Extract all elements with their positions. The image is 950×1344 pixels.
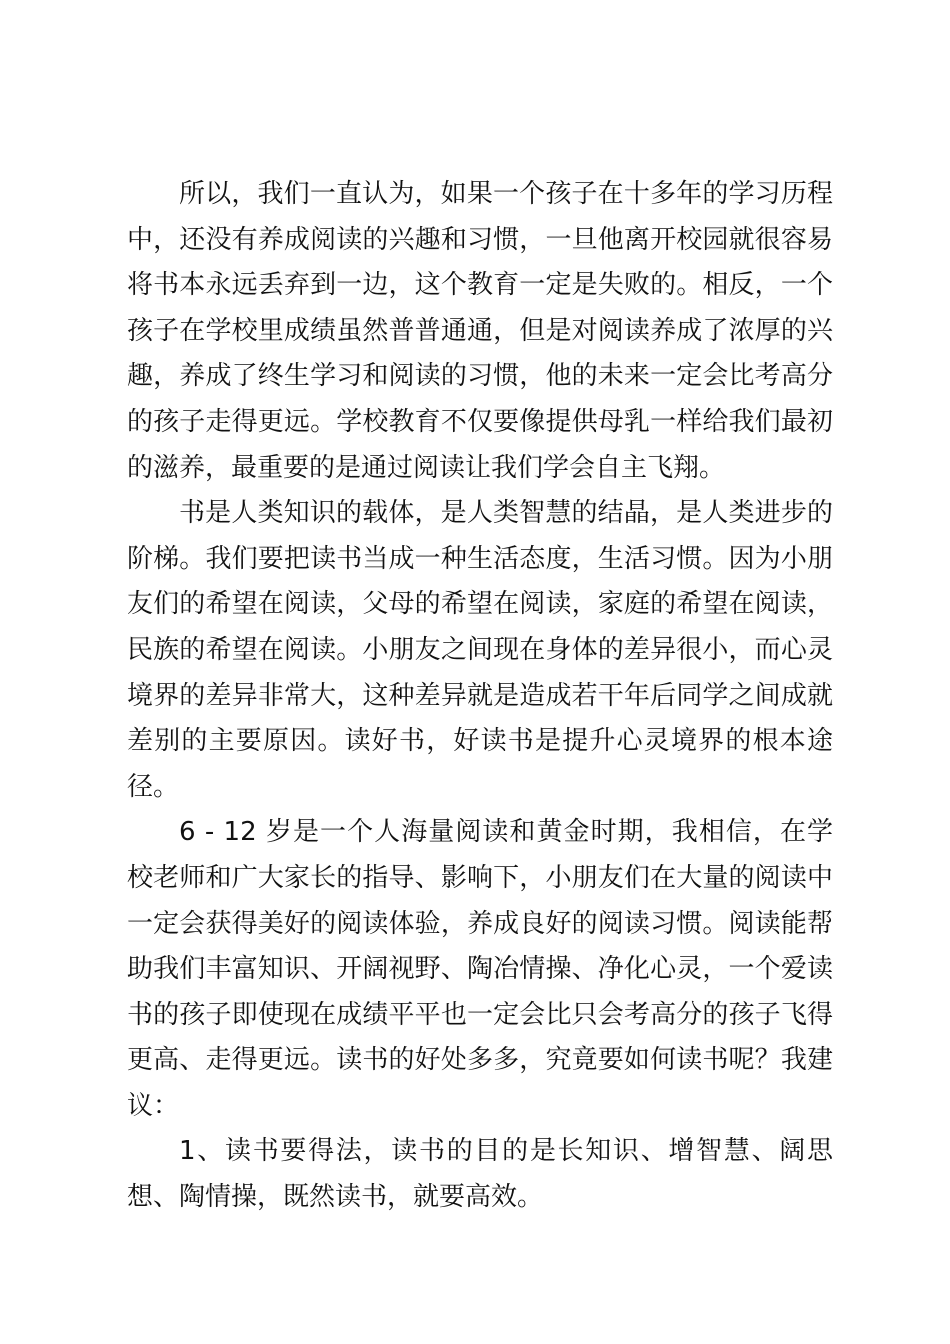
paragraph-3: 6 - 12 岁是一个人海量阅读和黄金时期，我相信，在学校老师和广大家长的指导、影响下，小朋友们在大量的阅读中一定会获得美好的阅读体验，养成良好的阅读习惯。阅读能帮助我们丰富知识、开阔视野、陶冶情操、净化心灵，一个爱读书的孩子即使现在成绩平平也一定会比只会考高分的孩子飞得更高、走得更远。读书的好处多多，究竟要如何读书呢？我建议：: [127, 817, 833, 1121]
paragraph-4: 1、读书要得法，读书的目的是长知识、增智慧、阔思想、陶情操，既然读书，就要高效。: [127, 1136, 833, 1213]
paragraph-2: 书是人类知识的载体，是人类智慧的结晶，是人类进步的阶梯。我们要把读书当成一种生活态度，生活习惯。因为小朋友们的希望在阅读，父母的希望在阅读，家庭的希望在阅读，民族的希望在阅读。小朋友之间现在身体的差异很小，而心灵境界的差异非常大，这种差异就是造成若干年后同学之间成就差别的主要原因。读好书，好读书是提升心灵境界的根本途径。: [127, 498, 833, 802]
paragraph-1: 所以，我们一直认为，如果一个孩子在十多年的学习历程中，还没有养成阅读的兴趣和习惯，一旦他离开校园就很容易将书本永远丢弃到一边，这个教育一定是失败的。相反，一个孩子在学校里成绩虽然普普通通，但是对阅读养成了浓厚的兴趣，养成了终生学习和阅读的习惯，他的未来一定会比考高分的孩子走得更远。学校教育不仅要像提供母乳一样给我们最初的滋养，最重要的是通过阅读让我们学会自主飞翔。: [127, 179, 833, 483]
body-text: [127, 172, 833, 1221]
